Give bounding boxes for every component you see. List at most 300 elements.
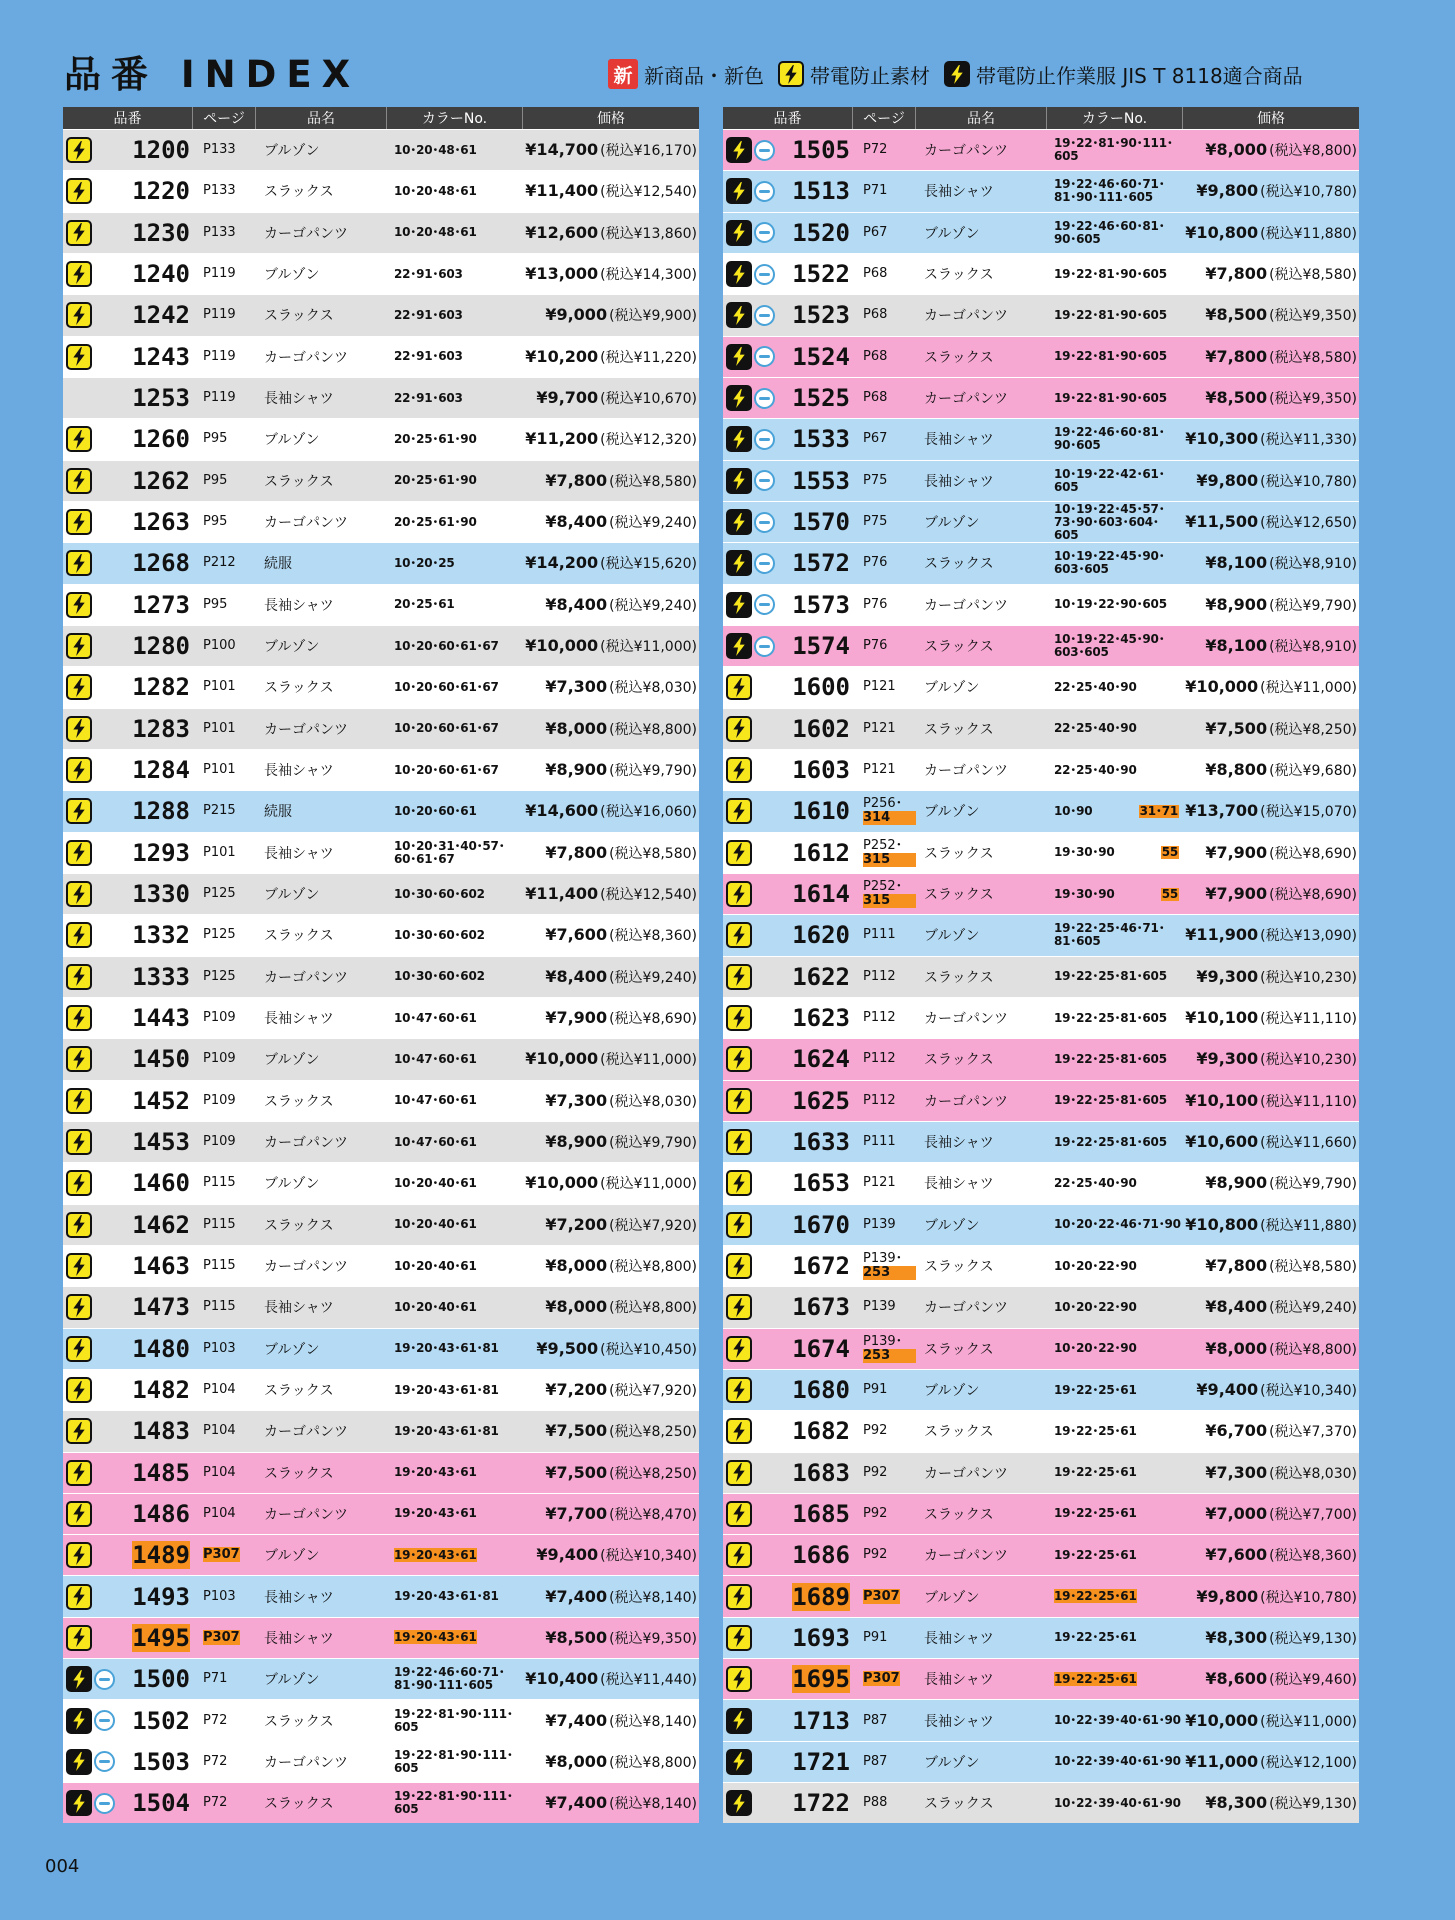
price-value: ¥8,300 — [1205, 1793, 1268, 1813]
price-value: ¥10,300 — [1185, 429, 1259, 449]
price-value: ¥9,800 — [1196, 181, 1259, 201]
price — [523, 1628, 699, 1648]
catalog-page: P101 — [203, 844, 236, 860]
table-row — [723, 460, 1359, 501]
color-numbers-wrap — [394, 474, 523, 487]
color-numbers-value: 19･22･25･61 — [1054, 1506, 1137, 1521]
price — [523, 305, 699, 325]
index-table-left — [63, 107, 699, 1823]
catalog-page: P109 — [203, 1092, 236, 1108]
antistatic-material-icon — [66, 137, 92, 163]
price-tax-included: (税込¥11,440) — [600, 1672, 697, 1689]
catalog-page: P115 — [203, 1216, 236, 1232]
price — [1183, 305, 1359, 325]
price-value: ¥8,900 — [545, 1132, 608, 1152]
price — [523, 1049, 699, 1069]
row-icons — [723, 220, 781, 246]
catalog-page: P68 — [863, 266, 888, 282]
price-value: ¥7,800 — [1205, 264, 1268, 284]
color-numbers — [387, 598, 523, 611]
table-row — [723, 336, 1359, 377]
price — [1183, 719, 1359, 739]
color-numbers-wrap — [394, 185, 523, 198]
price-tax-included: (税込¥9,350) — [1269, 308, 1357, 325]
color-numbers — [1047, 922, 1183, 948]
price-value: ¥8,400 — [545, 512, 608, 532]
price-value: ¥10,400 — [525, 1669, 599, 1689]
antistatic-material-icon — [726, 922, 752, 948]
item-number: 1462 — [132, 1210, 190, 1239]
row-icons — [63, 716, 121, 742]
item-name: カーゴパンツ — [924, 391, 1008, 408]
color-numbers — [1047, 1590, 1183, 1603]
item-name: カーゴパンツ — [264, 515, 348, 532]
price-value: ¥7,500 — [545, 1462, 608, 1482]
color-numbers-value: 19･22･81･90･111･605 — [394, 1706, 513, 1734]
color-numbers-value: 19･22･81･90･605 — [1054, 266, 1167, 281]
row-icons — [723, 550, 781, 576]
price-value: ¥8,400 — [545, 594, 608, 614]
color-numbers-value: 19･22･25･61 — [1054, 1423, 1137, 1438]
color-numbers-wrap — [394, 640, 523, 653]
catalog-page: P109 — [203, 1010, 236, 1026]
price-tax-included: (税込¥8,360) — [1269, 1548, 1357, 1565]
item-name: カーゴパンツ — [924, 1465, 1008, 1482]
price-value: ¥7,600 — [545, 925, 608, 945]
table-row — [723, 501, 1359, 542]
color-numbers-value: 22･91･603 — [394, 390, 463, 405]
color-numbers-wrap — [1054, 1384, 1183, 1397]
price — [523, 801, 699, 821]
price-value: ¥13,000 — [525, 264, 599, 284]
antistatic-material-icon — [66, 881, 92, 907]
row-icons — [63, 550, 121, 576]
color-numbers-value: 19･22･81･90･111･605 — [1054, 136, 1173, 164]
color-numbers — [387, 722, 523, 735]
color-numbers-wrap — [394, 226, 523, 239]
price-tax-included: (税込¥9,790) — [1269, 1176, 1357, 1193]
item-number: 1242 — [132, 301, 190, 330]
price-tax-included: (税込¥9,350) — [1269, 391, 1357, 408]
table-row — [63, 666, 699, 707]
table-row — [63, 749, 699, 790]
color-numbers-value: 19･22･81･90･605 — [1054, 307, 1167, 322]
item-name: スラックス — [924, 267, 994, 284]
price-value: ¥7,200 — [545, 1380, 608, 1399]
certification-mark-icon — [94, 1751, 115, 1772]
color-numbers-value: 10･19･22･45･57･73･90･603･604･605 — [1054, 501, 1165, 542]
antistatic-material-icon — [66, 550, 92, 576]
antistatic-material-icon — [726, 1088, 752, 1114]
item-name: カーゴパンツ — [264, 1424, 348, 1441]
color-numbers-wrap — [394, 1790, 523, 1816]
item-number: 1693 — [792, 1623, 850, 1652]
color-numbers — [387, 144, 523, 157]
antistatic-material-icon — [66, 261, 92, 287]
item-name: ブルゾン — [264, 432, 320, 449]
catalog-page: P212 — [203, 555, 236, 571]
price — [523, 595, 699, 615]
row-icons — [723, 674, 781, 700]
color-numbers-value: 10･20･40･61 — [394, 1258, 477, 1273]
color-numbers-value: 10･20･60･61･67 — [394, 638, 499, 653]
row-icons — [63, 1749, 121, 1775]
color-numbers-wrap — [1054, 764, 1183, 777]
antistatic-material-icon — [66, 633, 92, 659]
table-row — [63, 1575, 699, 1616]
color-numbers — [1047, 1384, 1183, 1397]
color-numbers — [1047, 220, 1183, 246]
row-icons — [723, 1418, 781, 1444]
antistatic-workwear-jis-icon — [726, 592, 752, 618]
color-numbers — [387, 1218, 523, 1231]
antistatic-material-icon — [66, 344, 92, 370]
item-number — [781, 1583, 853, 1611]
catalog-page: P104 — [203, 1423, 236, 1439]
catalog-page: P68 — [863, 307, 888, 323]
row-icons — [63, 344, 121, 370]
color-numbers — [387, 1708, 523, 1734]
table-row — [63, 1452, 699, 1493]
row-icons — [723, 1790, 781, 1816]
price-tax-included: (税込¥10,450) — [600, 1341, 697, 1358]
price-tax-included: (税込¥8,030) — [609, 680, 697, 697]
catalog-page — [853, 839, 916, 867]
row-icons — [63, 881, 121, 907]
new-color-numbers: 55 — [1161, 886, 1178, 901]
table-row — [63, 1328, 699, 1369]
price — [1183, 801, 1359, 821]
item-name: ブルゾン — [924, 1754, 980, 1771]
price-tax-included: (税込¥10,230) — [1260, 969, 1357, 986]
item-number: 1240 — [132, 260, 190, 289]
color-numbers-value: 19･20･43･61･81 — [394, 1382, 499, 1397]
color-numbers-wrap — [394, 1094, 523, 1107]
color-numbers-wrap — [1054, 178, 1183, 204]
table-header — [723, 107, 1359, 129]
color-numbers-wrap — [394, 1342, 523, 1355]
antistatic-workwear-jis-icon — [726, 220, 752, 246]
price — [523, 677, 699, 697]
price — [1183, 223, 1359, 243]
price-tax-included: (税込¥8,580) — [1269, 1259, 1357, 1276]
antistatic-material-icon — [66, 1294, 92, 1320]
item-name: カーゴパンツ — [924, 1093, 1008, 1110]
price-value: ¥14,700 — [525, 140, 599, 160]
row-icons — [723, 716, 781, 742]
color-numbers-wrap — [1054, 1177, 1183, 1190]
item-number: 1263 — [132, 508, 190, 537]
table-row — [63, 1080, 699, 1121]
catalog-page: P68 — [863, 348, 888, 364]
price — [1183, 760, 1359, 780]
item-name: ブルゾン — [264, 1672, 320, 1689]
row-icons — [723, 592, 781, 618]
item-number: 1284 — [132, 756, 190, 785]
color-numbers-wrap — [1054, 1673, 1183, 1686]
price-tax-included: (税込¥8,360) — [609, 928, 697, 945]
color-numbers-wrap — [394, 888, 523, 901]
color-numbers-value: 19･22･81･90･111･605 — [394, 1789, 513, 1817]
price — [523, 1421, 699, 1441]
antistatic-material-icon — [66, 716, 92, 742]
price-value: ¥7,800 — [545, 842, 608, 862]
price-tax-included: (税込¥8,800) — [609, 1259, 697, 1276]
color-numbers — [387, 1136, 523, 1149]
row-icons — [723, 1088, 781, 1114]
antistatic-workwear-jis-icon — [66, 1749, 92, 1775]
certification-mark-icon — [754, 346, 775, 367]
catalog-page: P87 — [863, 1753, 888, 1769]
item-name: ブルゾン — [924, 804, 980, 821]
antistatic-material-icon — [726, 1666, 752, 1692]
antistatic-material-icon — [66, 1460, 92, 1486]
header-price: 価格 — [1257, 111, 1285, 127]
price-tax-included: (税込¥11,220) — [600, 349, 697, 366]
price-value: ¥7,900 — [1205, 884, 1268, 904]
item-name: 続服 — [264, 804, 292, 821]
row-icons — [723, 1336, 781, 1362]
antistatic-workwear-jis-icon — [726, 633, 752, 659]
price — [523, 1173, 699, 1193]
item-number: 1502 — [132, 1706, 190, 1735]
table-row — [63, 1204, 699, 1245]
color-numbers-value: 19･22･25･61 — [1054, 1465, 1137, 1480]
item-number: 1220 — [132, 177, 190, 206]
price-value: ¥8,100 — [1205, 553, 1268, 573]
row-icons — [63, 1625, 121, 1651]
item-name: ブルゾン — [264, 1176, 320, 1193]
certification-mark-icon — [94, 1793, 115, 1814]
row-icons — [723, 261, 781, 287]
item-number: 1293 — [132, 838, 190, 867]
item-name: カーゴパンツ — [924, 143, 1008, 160]
color-numbers-wrap — [1054, 1136, 1183, 1149]
table-row — [723, 1245, 1359, 1286]
new-color-numbers: 55 — [1161, 845, 1178, 860]
catalog-page: P95 — [203, 472, 228, 488]
table-row — [63, 1534, 699, 1575]
color-numbers-value: 19･22･25･46･71･81･605 — [1054, 921, 1165, 949]
price-value: ¥7,800 — [1205, 1256, 1268, 1276]
antistatic-material-icon — [66, 1336, 92, 1362]
color-numbers-value: 19･22･25･61 — [1054, 1382, 1137, 1397]
price-value: ¥7,700 — [545, 1503, 608, 1523]
item-name: カーゴパンツ — [264, 1135, 348, 1152]
row-icons — [723, 1253, 781, 1279]
price — [523, 884, 699, 904]
price-value: ¥8,500 — [545, 1627, 608, 1647]
price-tax-included: (税込¥12,100) — [1260, 1754, 1357, 1771]
color-numbers-value: 22･25･40･90 — [1054, 762, 1137, 777]
header-page: ページ — [193, 107, 256, 129]
price-value: ¥10,000 — [525, 636, 599, 656]
price-value: ¥7,400 — [545, 1710, 608, 1730]
item-name: 長袖シャツ — [924, 1713, 994, 1730]
antistatic-workwear-jis-icon — [726, 1708, 752, 1734]
price — [523, 1008, 699, 1028]
price — [1183, 636, 1359, 656]
color-numbers-wrap — [394, 1749, 523, 1775]
table-row — [723, 1038, 1359, 1079]
antistatic-material-icon — [726, 881, 752, 907]
item-number: 1273 — [132, 590, 190, 619]
color-numbers-value: 10･20･48･61 — [394, 142, 477, 157]
antistatic-material-icon — [66, 302, 92, 328]
antistatic-workwear-jis-icon — [944, 61, 970, 87]
certification-mark-icon — [754, 594, 775, 615]
item-number: 1713 — [792, 1706, 850, 1735]
row-icons — [723, 633, 781, 659]
catalog-page: P91 — [863, 1629, 888, 1645]
row-icons — [63, 798, 121, 824]
row-icons — [63, 1046, 121, 1072]
catalog-page: P76 — [863, 596, 888, 612]
color-numbers — [1047, 1218, 1183, 1231]
price-tax-included: (税込¥9,240) — [1269, 1300, 1357, 1317]
item-name: ブルゾン — [924, 1383, 980, 1399]
item-name: スラックス — [264, 308, 334, 325]
table-body — [723, 129, 1359, 1823]
antistatic-material-icon — [726, 1294, 752, 1320]
antistatic-material-icon — [66, 1501, 92, 1527]
catalog-page: P109 — [203, 1134, 236, 1150]
price-value: ¥8,900 — [1205, 1173, 1268, 1193]
antistatic-material-icon — [66, 1377, 92, 1403]
color-numbers — [387, 557, 523, 570]
price-value: ¥9,500 — [536, 1338, 599, 1358]
item-number: 1513 — [792, 177, 850, 206]
catalog-page: P101 — [203, 720, 236, 736]
price-tax-included: (税込¥8,030) — [609, 1093, 697, 1110]
row-icons — [63, 1460, 121, 1486]
color-numbers — [1047, 426, 1183, 452]
color-numbers — [387, 1260, 523, 1273]
table-row — [723, 1617, 1359, 1658]
color-numbers-wrap — [1054, 1425, 1183, 1438]
item-number: 1574 — [792, 632, 850, 661]
antistatic-workwear-jis-icon — [726, 1749, 752, 1775]
catalog-page: P67 — [863, 224, 888, 240]
table-row — [63, 832, 699, 873]
legend-item-new — [608, 59, 764, 89]
color-numbers-value: 19･22･25･61 — [1054, 1671, 1137, 1686]
catalog-page: P121 — [863, 679, 896, 695]
color-numbers-wrap — [1054, 503, 1183, 542]
table-row — [723, 790, 1359, 831]
color-numbers-value: 10･30･60･602 — [394, 886, 485, 901]
price-tax-included: (税込¥12,540) — [600, 887, 697, 904]
table-row — [723, 1080, 1359, 1121]
item-number-value: 1495 — [132, 1623, 190, 1652]
price-tax-included: (税込¥9,790) — [1269, 597, 1357, 614]
item-name: ブルゾン — [264, 639, 320, 656]
row-icons — [723, 1625, 781, 1651]
item-name: 長袖シャツ — [264, 1589, 334, 1606]
row-icons — [63, 1501, 121, 1527]
color-numbers-wrap — [1054, 922, 1183, 948]
price — [523, 1504, 699, 1524]
color-numbers-value: 10･20･60･61･67 — [394, 762, 499, 777]
color-numbers-wrap — [394, 144, 523, 157]
antistatic-workwear-jis-icon — [726, 385, 752, 411]
color-numbers-value: 10･20･22･90 — [1054, 1299, 1137, 1314]
row-icons — [723, 1294, 781, 1320]
catalog-page: P100 — [203, 638, 236, 654]
price — [523, 264, 699, 284]
item-number: 1463 — [132, 1252, 190, 1281]
color-numbers-value: 10･20･25 — [394, 555, 455, 570]
catalog-page-new: 253 — [863, 1266, 916, 1280]
legend-label: 帯電防止作業服 JIS T 8118適合商品 — [976, 63, 1303, 88]
catalog-page: P215 — [203, 803, 236, 819]
price-value: ¥11,200 — [525, 429, 599, 449]
color-numbers-wrap — [394, 1177, 523, 1190]
row-icons — [723, 964, 781, 990]
color-numbers-value: 10･20･60･61･67 — [394, 679, 499, 694]
price — [1183, 1421, 1359, 1441]
price — [523, 512, 699, 532]
price — [1183, 1132, 1359, 1152]
antistatic-workwear-jis-icon — [726, 426, 752, 452]
color-numbers-wrap — [394, 1708, 523, 1734]
table-row — [63, 1658, 699, 1699]
color-numbers — [1047, 1425, 1183, 1438]
price — [523, 719, 699, 739]
item-name: スラックス — [924, 1052, 994, 1069]
price — [1183, 1504, 1359, 1524]
item-number: 1505 — [792, 136, 850, 165]
row-icons — [723, 840, 781, 866]
color-numbers-wrap — [1054, 350, 1183, 363]
price-value: ¥6,700 — [1205, 1421, 1268, 1441]
certification-mark-icon — [754, 264, 775, 285]
price-value: ¥11,000 — [1185, 1751, 1259, 1771]
price-value: ¥7,500 — [1205, 718, 1268, 738]
row-icons — [723, 1212, 781, 1238]
price-tax-included: (税込¥14,300) — [600, 267, 697, 284]
table-row — [723, 1452, 1359, 1493]
price-tax-included: (税込¥10,780) — [1260, 473, 1357, 490]
antistatic-material-icon — [66, 1129, 92, 1155]
antistatic-material-icon — [66, 1542, 92, 1568]
row-icons — [723, 344, 781, 370]
item-number — [121, 1624, 193, 1652]
table-row — [723, 708, 1359, 749]
item-number: 1453 — [132, 1128, 190, 1157]
price — [1183, 1049, 1359, 1069]
antistatic-workwear-jis-icon — [726, 137, 752, 163]
item-name: スラックス — [264, 1383, 334, 1399]
antistatic-material-icon — [726, 1253, 752, 1279]
color-numbers-value: 10･47･60･61 — [394, 1051, 477, 1066]
color-numbers — [1047, 1714, 1183, 1727]
color-numbers — [387, 309, 523, 322]
color-numbers-value: 19･20･43･61 — [394, 1547, 477, 1562]
color-numbers — [1047, 1136, 1183, 1149]
legend-item-antistatic-jis — [944, 60, 1303, 89]
price-value: ¥10,800 — [1185, 1214, 1259, 1234]
antistatic-material-icon — [726, 1170, 752, 1196]
price-tax-included: (税込¥8,800) — [609, 1300, 697, 1317]
color-numbers-value: 10･22･39･40･61･90 — [1054, 1713, 1181, 1728]
certification-mark-icon — [754, 140, 775, 161]
table-row — [723, 914, 1359, 955]
item-number: 1288 — [132, 797, 190, 826]
item-number: 1523 — [792, 301, 850, 330]
color-numbers-value: 10･20･60･61 — [394, 803, 477, 818]
color-numbers-value: 10･22･39･40･61･90 — [1054, 1754, 1181, 1769]
